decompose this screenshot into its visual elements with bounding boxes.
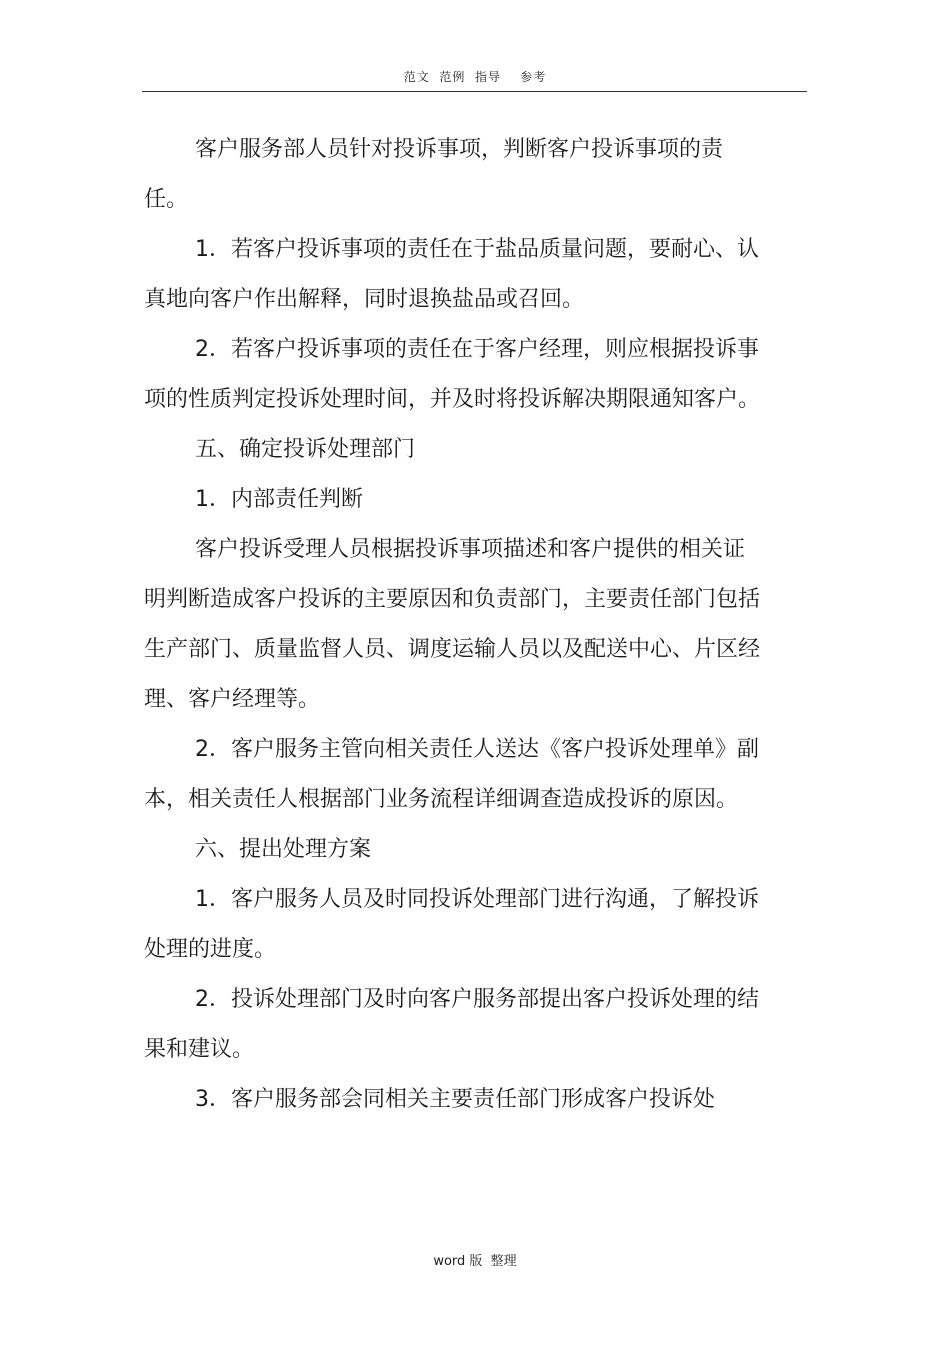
paragraph-complaint-form: 2．客户服务主管向相关责任人送达《客户投诉处理单》副本，相关责任人根据部门业务流程详细调查造成投诉的原因。 (144, 737, 759, 812)
document-body (144, 125, 764, 1125)
page-header: 范文 范例 指导 参考 (403, 70, 547, 84)
page-footer: word 版 整理 (433, 1254, 517, 1269)
header-divider (142, 91, 807, 92)
paragraph-results-suggestions: 2．投诉处理部门及时向客户服务部提出客户投诉处理的结果和建议。 (144, 987, 759, 1062)
paragraph-responsible-departments: 客户投诉受理人员根据投诉事项描述和客户提供的相关证明判断造成客户投诉的主要原因和负责部门，主要责任部门包括生产部门、质量监督人员、调度运输人员以及配送中心、片区经理、客户经理等。 (144, 537, 761, 712)
paragraph-salt-quality: 1．若客户投诉事项的责任在于盐品质量问题，要耐心、认真地向客户作出解释，同时退换盐品或召回。 (144, 237, 759, 312)
paragraph-responsibility-judgment: 客户服务部人员针对投诉事项，判断客户投诉事项的责任。 (144, 137, 724, 212)
subheading-internal-responsibility: 1．内部责任判断 (195, 487, 363, 512)
paragraph-joint-handling: 3．客户服务部会同相关主要责任部门形成客户投诉处 (195, 1087, 715, 1112)
section-heading-solution: 六、提出处理方案 (195, 837, 372, 862)
section-heading-department: 五、确定投诉处理部门 (195, 437, 416, 462)
paragraph-account-manager: 2．若客户投诉事项的责任在于客户经理，则应根据投诉事项的性质判定投诉处理时间，并及时将投诉解决期限通知客户。 (144, 337, 761, 412)
paragraph-communication: 1．客户服务人员及时同投诉处理部门进行沟通，了解投诉处理的进度。 (144, 887, 759, 962)
